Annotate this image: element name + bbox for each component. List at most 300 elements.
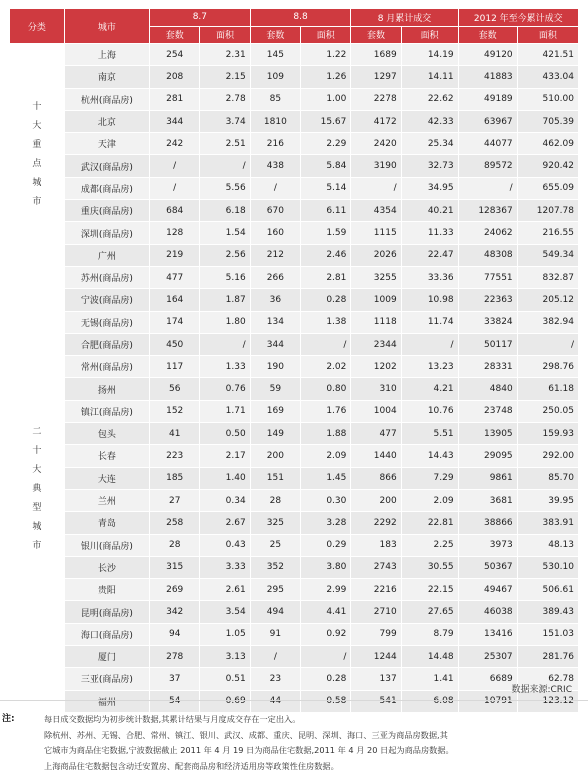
cell-area: 5.56: [200, 177, 250, 199]
city-name: 上海: [64, 44, 149, 66]
city-name: 镇江(商品房): [64, 400, 149, 422]
cell-units: 24062: [458, 222, 517, 244]
table-row: [10, 66, 579, 88]
cell-units: 56: [150, 378, 200, 400]
cell-units: 50117: [458, 333, 517, 355]
cell-area: 2.31: [200, 44, 250, 66]
cell-area: 5.16: [200, 266, 250, 288]
cell-units: 1244: [351, 646, 401, 668]
cell-area: 2.25: [401, 534, 458, 556]
cell-units: 22363: [458, 289, 517, 311]
cell-units: 128367: [458, 200, 517, 222]
cell-units: 3973: [458, 534, 517, 556]
cell-units: 50367: [458, 556, 517, 578]
cell-area: 1.76: [301, 400, 351, 422]
cell-units: 63967: [458, 110, 517, 132]
note-line: 每日成交数据均为初步统计数据,其累计结果与月度成交存在一定出入。: [44, 714, 301, 724]
cell-area: 421.51: [517, 44, 578, 66]
table-row: [10, 646, 579, 668]
cell-area: 6.08: [401, 690, 458, 712]
header-period-1: 8.7: [150, 9, 251, 27]
cell-area: 549.34: [517, 244, 578, 266]
cell-units: 28: [250, 489, 300, 511]
table-row: [10, 222, 579, 244]
data-source: 数据来源:CRIC: [511, 685, 572, 695]
table-row: [10, 690, 579, 712]
table-row: [10, 378, 579, 400]
cell-area: 1.59: [301, 222, 351, 244]
table-row: [10, 512, 579, 534]
cell-area: 382.94: [517, 311, 578, 333]
cell-area: 22.62: [401, 88, 458, 110]
cell-units: 27: [150, 489, 200, 511]
cell-area: 32.73: [401, 155, 458, 177]
cell-area: 2.99: [301, 579, 351, 601]
cell-area: 2.29: [301, 133, 351, 155]
group-label-char: 市: [32, 196, 42, 207]
cell-area: 1.88: [301, 423, 351, 445]
table-row: [10, 467, 579, 489]
cell-units: 134: [250, 311, 300, 333]
cell-area: 1.26: [301, 66, 351, 88]
group-label-char: 十: [32, 101, 42, 112]
cell-area: 42.33: [401, 110, 458, 132]
group-label-char: 城: [32, 177, 42, 188]
cell-units: 325: [250, 512, 300, 534]
cell-units: 2743: [351, 556, 401, 578]
cell-units: 6689: [458, 668, 517, 690]
table-row: [10, 623, 579, 645]
city-name: 武汉(商品房): [64, 155, 149, 177]
cell-area: 10.76: [401, 400, 458, 422]
cell-units: 278: [150, 646, 200, 668]
table-row: [10, 88, 579, 110]
cell-area: 0.76: [200, 378, 250, 400]
cell-area: 14.11: [401, 66, 458, 88]
cell-area: 33.36: [401, 266, 458, 288]
table-row: [10, 579, 579, 601]
cell-units: 269: [150, 579, 200, 601]
table-row: [10, 177, 579, 199]
cell-area: 0.51: [200, 668, 250, 690]
cell-units: 2710: [351, 601, 401, 623]
group-label-char: 大: [32, 464, 42, 475]
cell-area: 11.33: [401, 222, 458, 244]
city-name: 北京: [64, 110, 149, 132]
cell-units: 295: [250, 579, 300, 601]
cell-units: 33824: [458, 311, 517, 333]
cell-units: 164: [150, 289, 200, 311]
cell-area: 389.43: [517, 601, 578, 623]
header-period-4: 2012 年至今累计成交: [458, 9, 578, 27]
header-category: 分类: [10, 9, 65, 44]
cell-area: 1.33: [200, 356, 250, 378]
cell-area: 205.12: [517, 289, 578, 311]
cell-area: 2.81: [301, 266, 351, 288]
group-label: [10, 44, 65, 267]
cell-area: 123.12: [517, 690, 578, 712]
cell-units: 190: [250, 356, 300, 378]
cell-units: 1202: [351, 356, 401, 378]
cell-area: 151.03: [517, 623, 578, 645]
city-name: 长春: [64, 445, 149, 467]
header-city: 城市: [64, 9, 149, 44]
cell-units: 2278: [351, 88, 401, 110]
cell-units: 344: [250, 333, 300, 355]
cell-units: 315: [150, 556, 200, 578]
cell-units: 494: [250, 601, 300, 623]
cell-units: 29095: [458, 445, 517, 467]
cell-area: 5.51: [401, 423, 458, 445]
cell-area: 0.28: [301, 289, 351, 311]
cell-area: /: [301, 333, 351, 355]
note-line: 上海商品住宅数据包含动迁安置房、配套商品房和经济适用房等政策性住房数据。: [44, 760, 339, 771]
cell-area: 3.74: [200, 110, 250, 132]
city-name: 福州: [64, 690, 149, 712]
cell-area: 0.58: [301, 690, 351, 712]
table-row: [10, 423, 579, 445]
table-body: [10, 44, 579, 713]
city-name: 宁波(商品房): [64, 289, 149, 311]
cell-units: 151: [250, 467, 300, 489]
city-name: 常州(商品房): [64, 356, 149, 378]
cell-units: 200: [351, 489, 401, 511]
cell-area: 2.46: [301, 244, 351, 266]
cell-area: 11.74: [401, 311, 458, 333]
cell-units: 216: [250, 133, 300, 155]
cell-area: /: [200, 155, 250, 177]
cell-area: 4.21: [401, 378, 458, 400]
cell-units: 185: [150, 467, 200, 489]
city-name: 三亚(商品房): [64, 668, 149, 690]
cell-units: 1009: [351, 289, 401, 311]
group-label-char: 十: [32, 445, 42, 456]
cell-area: 655.09: [517, 177, 578, 199]
header-period-2: 8.8: [250, 9, 351, 27]
cell-units: 219: [150, 244, 200, 266]
cell-area: 34.95: [401, 177, 458, 199]
cell-units: 23748: [458, 400, 517, 422]
cell-units: 1689: [351, 44, 401, 66]
table-row: [10, 244, 579, 266]
city-name: 贵阳: [64, 579, 149, 601]
cell-units: 2420: [351, 133, 401, 155]
cell-units: 342: [150, 601, 200, 623]
cell-units: 4172: [351, 110, 401, 132]
cell-units: 212: [250, 244, 300, 266]
cell-units: /: [250, 177, 300, 199]
cell-units: 183: [351, 534, 401, 556]
cell-units: /: [458, 177, 517, 199]
cell-units: 4840: [458, 378, 517, 400]
cell-units: 149: [250, 423, 300, 445]
cell-units: 28331: [458, 356, 517, 378]
city-name: 包头: [64, 423, 149, 445]
cell-units: 38866: [458, 512, 517, 534]
header-units: 套数: [250, 26, 300, 44]
cell-units: 49120: [458, 44, 517, 66]
cell-area: 27.65: [401, 601, 458, 623]
table-row: [10, 333, 579, 355]
cell-area: 0.34: [200, 489, 250, 511]
table-row: [10, 556, 579, 578]
cell-units: 37: [150, 668, 200, 690]
cell-units: 44077: [458, 133, 517, 155]
cell-units: 477: [351, 423, 401, 445]
cell-area: 0.50: [200, 423, 250, 445]
group-label-char: 重: [32, 139, 42, 150]
cell-units: 541: [351, 690, 401, 712]
cell-area: 530.10: [517, 556, 578, 578]
table-row: [10, 289, 579, 311]
table-row: [10, 110, 579, 132]
cell-units: 9861: [458, 467, 517, 489]
cell-area: 159.93: [517, 423, 578, 445]
cell-area: 1.05: [200, 623, 250, 645]
cell-area: 0.69: [200, 690, 250, 712]
cell-area: 462.09: [517, 133, 578, 155]
cell-area: 298.76: [517, 356, 578, 378]
cell-area: 39.95: [517, 489, 578, 511]
notes-section: [2, 712, 574, 774]
cell-area: 1.41: [401, 668, 458, 690]
cell-units: 4354: [351, 200, 401, 222]
cell-units: 59: [250, 378, 300, 400]
table-row: [10, 200, 579, 222]
cell-area: 2.51: [200, 133, 250, 155]
cell-area: 5.84: [301, 155, 351, 177]
cell-units: 1810: [250, 110, 300, 132]
cell-units: 254: [150, 44, 200, 66]
cell-units: 117: [150, 356, 200, 378]
cell-area: 1.00: [301, 88, 351, 110]
cell-area: 0.30: [301, 489, 351, 511]
city-name: 兰州: [64, 489, 149, 511]
cell-units: 1118: [351, 311, 401, 333]
group-label-char: 城: [32, 521, 42, 532]
cell-area: 2.15: [200, 66, 250, 88]
city-name: 广州: [64, 244, 149, 266]
cell-units: 670: [250, 200, 300, 222]
cell-units: 28: [150, 534, 200, 556]
cell-units: 258: [150, 512, 200, 534]
city-name: 天津: [64, 133, 149, 155]
cell-units: 137: [351, 668, 401, 690]
city-name: 成都(商品房): [64, 177, 149, 199]
cell-area: 3.33: [200, 556, 250, 578]
table-row: [10, 445, 579, 467]
cell-units: 23: [250, 668, 300, 690]
cell-area: 1.38: [301, 311, 351, 333]
cell-area: 1.71: [200, 400, 250, 422]
city-name: 杭州(商品房): [64, 88, 149, 110]
cell-area: 1.54: [200, 222, 250, 244]
cell-units: 10791: [458, 690, 517, 712]
divider: [0, 700, 588, 701]
group-label-char: 大: [32, 120, 42, 131]
table-row: [10, 133, 579, 155]
cell-units: 208: [150, 66, 200, 88]
cell-area: 14.43: [401, 445, 458, 467]
cell-area: 14.48: [401, 646, 458, 668]
group-label: [10, 266, 65, 712]
cell-area: 832.87: [517, 266, 578, 288]
cell-area: 62.78: [517, 668, 578, 690]
cell-area: 61.18: [517, 378, 578, 400]
cell-units: 2026: [351, 244, 401, 266]
cell-units: 41883: [458, 66, 517, 88]
cell-area: 0.29: [301, 534, 351, 556]
cell-units: 25307: [458, 646, 517, 668]
cell-area: 920.42: [517, 155, 578, 177]
cell-area: 705.39: [517, 110, 578, 132]
cell-area: 0.43: [200, 534, 250, 556]
cell-area: 30.55: [401, 556, 458, 578]
group-label-char: 市: [32, 540, 42, 551]
cell-units: 128: [150, 222, 200, 244]
cell-units: 91: [250, 623, 300, 645]
cell-area: 4.41: [301, 601, 351, 623]
notes-label: 注:: [2, 714, 15, 724]
cell-area: 0.28: [301, 668, 351, 690]
cell-area: /: [301, 646, 351, 668]
city-name: 大连: [64, 467, 149, 489]
group-label-char: 点: [32, 158, 42, 169]
city-name: 扬州: [64, 378, 149, 400]
header-area: 面积: [301, 26, 351, 44]
header-area: 面积: [200, 26, 250, 44]
cell-area: 10.98: [401, 289, 458, 311]
cell-units: 266: [250, 266, 300, 288]
cell-area: 2.61: [200, 579, 250, 601]
cell-area: 5.14: [301, 177, 351, 199]
cell-area: 510.00: [517, 88, 578, 110]
cell-units: 160: [250, 222, 300, 244]
city-name: 合肥(商品房): [64, 333, 149, 355]
cell-area: 506.61: [517, 579, 578, 601]
cell-area: 22.15: [401, 579, 458, 601]
cell-area: 6.11: [301, 200, 351, 222]
cell-area: 22.47: [401, 244, 458, 266]
transaction-table: [9, 8, 579, 713]
table-row: [10, 266, 579, 288]
cell-area: 13.23: [401, 356, 458, 378]
cell-units: 3681: [458, 489, 517, 511]
header-area: 面积: [401, 26, 458, 44]
cell-units: 3255: [351, 266, 401, 288]
city-name: 苏州(商品房): [64, 266, 149, 288]
note-line: 除杭州、苏州、无锡、合肥、常州、镇江、银川、武汉、成都、重庆、昆明、深圳、海口、三亚为商品房数据,其: [44, 729, 448, 740]
cell-area: 40.21: [401, 200, 458, 222]
cell-units: 2292: [351, 512, 401, 534]
cell-units: 200: [250, 445, 300, 467]
city-name: 厦门: [64, 646, 149, 668]
cell-area: 1207.78: [517, 200, 578, 222]
cell-units: 89572: [458, 155, 517, 177]
cell-units: 44: [250, 690, 300, 712]
cell-units: 344: [150, 110, 200, 132]
cell-units: 242: [150, 133, 200, 155]
cell-units: 109: [250, 66, 300, 88]
cell-area: 3.80: [301, 556, 351, 578]
cell-area: 250.05: [517, 400, 578, 422]
group-label-char: 典: [32, 483, 42, 494]
cell-area: 0.80: [301, 378, 351, 400]
cell-area: 3.28: [301, 512, 351, 534]
table-row: [10, 44, 579, 66]
city-name: 银川(商品房): [64, 534, 149, 556]
city-name: 重庆(商品房): [64, 200, 149, 222]
cell-area: 14.19: [401, 44, 458, 66]
cell-units: 477: [150, 266, 200, 288]
cell-units: 13905: [458, 423, 517, 445]
cell-units: /: [150, 155, 200, 177]
cell-area: 22.81: [401, 512, 458, 534]
header-units: 套数: [458, 26, 517, 44]
cell-area: 48.13: [517, 534, 578, 556]
cell-units: 152: [150, 400, 200, 422]
cell-units: 310: [351, 378, 401, 400]
cell-units: 1297: [351, 66, 401, 88]
cell-units: 223: [150, 445, 200, 467]
cell-area: /: [200, 333, 250, 355]
data-table-container: [9, 8, 579, 713]
cell-units: 866: [351, 467, 401, 489]
cell-area: /: [517, 333, 578, 355]
table-row: [10, 400, 579, 422]
cell-units: 13416: [458, 623, 517, 645]
cell-units: 281: [150, 88, 200, 110]
cell-units: 2216: [351, 579, 401, 601]
city-name: 青岛: [64, 512, 149, 534]
cell-area: 0.92: [301, 623, 351, 645]
cell-area: 292.00: [517, 445, 578, 467]
cell-units: 438: [250, 155, 300, 177]
group-label-char: 二: [32, 426, 42, 437]
cell-units: 94: [150, 623, 200, 645]
table-row: [10, 155, 579, 177]
city-name: 昆明(商品房): [64, 601, 149, 623]
header-area: 面积: [517, 26, 578, 44]
table-row: [10, 311, 579, 333]
cell-area: 15.67: [301, 110, 351, 132]
table-row: [10, 489, 579, 511]
cell-area: 2.78: [200, 88, 250, 110]
cell-units: 48308: [458, 244, 517, 266]
cell-area: 433.04: [517, 66, 578, 88]
cell-area: 2.17: [200, 445, 250, 467]
cell-units: /: [250, 646, 300, 668]
cell-units: 799: [351, 623, 401, 645]
cell-units: /: [351, 177, 401, 199]
cell-area: 2.02: [301, 356, 351, 378]
cell-area: 25.34: [401, 133, 458, 155]
city-name: 海口(商品房): [64, 623, 149, 645]
cell-units: 450: [150, 333, 200, 355]
cell-area: /: [401, 333, 458, 355]
cell-units: 85: [250, 88, 300, 110]
cell-area: 281.76: [517, 646, 578, 668]
cell-area: 1.80: [200, 311, 250, 333]
cell-area: 7.29: [401, 467, 458, 489]
cell-units: 169: [250, 400, 300, 422]
cell-units: 145: [250, 44, 300, 66]
cell-area: 383.91: [517, 512, 578, 534]
cell-units: 684: [150, 200, 200, 222]
cell-area: 8.79: [401, 623, 458, 645]
cell-units: 49467: [458, 579, 517, 601]
cell-units: 36: [250, 289, 300, 311]
